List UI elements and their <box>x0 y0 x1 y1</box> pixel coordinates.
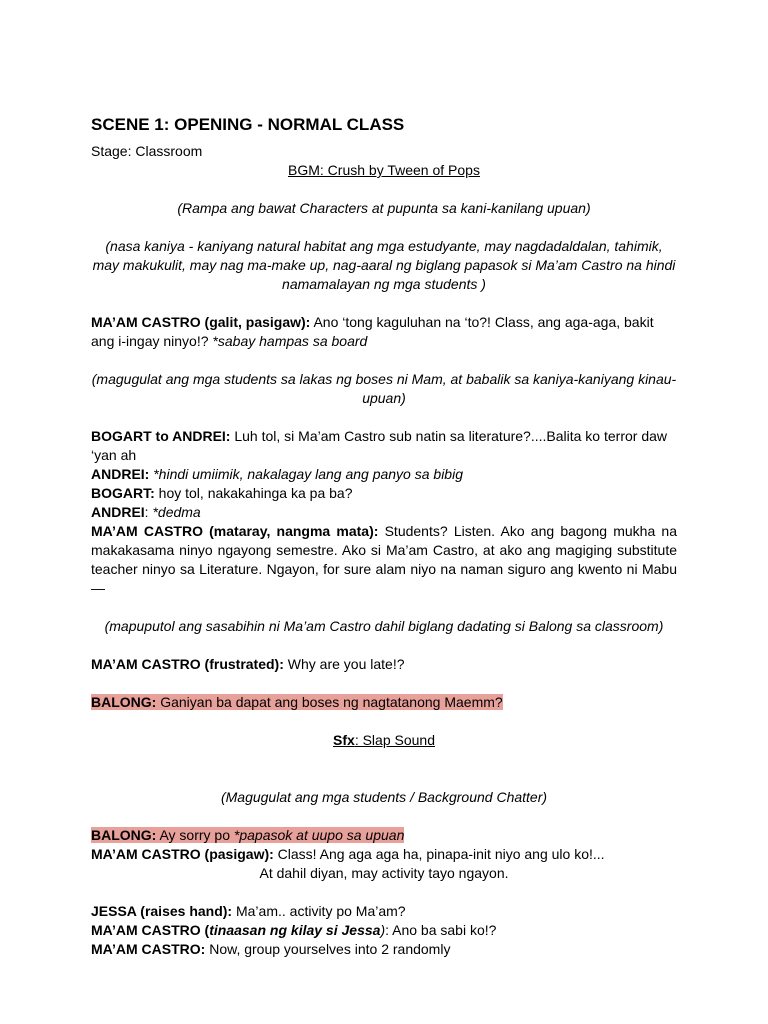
speaker: MA’AM CASTRO (galit, pasigaw): <box>91 314 311 330</box>
sfx-line <box>91 731 677 750</box>
speaker: BOGART to ANDREI: <box>91 428 231 444</box>
dialogue-line-11 <box>91 902 677 921</box>
speaker: MA’AM CASTRO (pasigaw): <box>91 846 274 862</box>
script-page <box>91 114 677 959</box>
stage-direction-5-text: (Magugulat ang mga students / Background Chatter) <box>220 789 548 805</box>
action-text: *sabay hampas sa board <box>212 333 368 349</box>
dialogue-line-3 <box>91 465 677 484</box>
speaker-note: tinaasan ng kilay si Jessa <box>209 922 381 938</box>
dialogue-text: : Ano ba sabi ko!? <box>385 922 497 938</box>
dialogue-line-10-cont: At dahil diyan, may activity tayo ngayon. <box>259 865 509 881</box>
dialogue-line-10 <box>91 845 677 864</box>
bgm-line <box>91 161 677 180</box>
dialogue-text: Ganiyan ba dapat ang boses ng nagtatanong Maemm? <box>156 694 503 710</box>
dialogue-text: hoy tol, nakakahinga ka pa ba? <box>154 485 353 501</box>
dialogue-line-13 <box>91 940 677 959</box>
stage-line: Stage: Classroom <box>91 143 203 159</box>
stage-direction-4 <box>91 617 677 636</box>
dialogue-line-5 <box>91 503 677 522</box>
dialogue-text: Students? Listen. Ako ang bagong mukha na makakasama ninyo ngayong semestre. Ako si Ma’am Castro, at ako ang magiging substitute teacher ninyo sa Literature. Ngayon, for sure alam niyo na naman siguro ang kwento ni Mabu— <box>91 523 677 596</box>
dialogue-text: Class! Ang aga aga ha, pinapa-init niyo ang ulo ko!... <box>273 846 605 862</box>
dialogue-text: Luh tol, si Ma’am Castro sub natin sa literature?....Balita ko terror daw ‘yan ah <box>91 428 667 463</box>
dialogue-line-6 <box>91 522 677 598</box>
dialogue-text: Why are you late!? <box>283 656 405 672</box>
dialogue-text: Now, group yourselves into 2 randomly <box>205 941 451 957</box>
speaker: BOGART: <box>91 485 155 501</box>
stage-direction-3 <box>91 370 677 408</box>
stage-direction-5 <box>91 788 677 807</box>
stage-direction-4-text: (mapuputol ang sasabihin ni Ma’am Castro dahil biglang dadating si Balong sa classroom) <box>104 618 664 634</box>
stage-direction-2-text: (nasa kaniya - kaniyang natural habitat ang mga estudyante, may nagdadaldalan, tahimik, may makukulit, may nag ma-make up, nag-aaral ng biglang papasok si Ma’am Castro na hindi namamalayan ng mga students ) <box>92 238 676 292</box>
speaker: MA’AM CASTRO (frustrated): <box>91 656 284 672</box>
dialogue-line-8 <box>91 693 677 712</box>
stage-direction-2 <box>91 237 677 294</box>
sfx-cue <box>333 732 435 748</box>
dialogue-line-2 <box>91 427 677 465</box>
speaker-paren: ) <box>380 922 386 938</box>
scene-title: SCENE 1: OPENING - NORMAL CLASS <box>91 115 405 134</box>
speaker: BALONG: <box>91 694 157 710</box>
speaker-name: MA’AM CASTRO ( <box>91 922 210 938</box>
dialogue-line-12 <box>91 921 677 940</box>
speaker: MA’AM CASTRO: <box>91 941 206 957</box>
dialogue-line-1 <box>91 313 677 351</box>
stage-direction-3-text: (magugulat ang mga students sa lakas ng boses ni Mam, at babalik sa kaniya-kaniyang kinau-upuan) <box>91 371 677 406</box>
speaker: MA’AM CASTRO (mataray, nangma mata): <box>91 523 379 539</box>
dialogue-line-4 <box>91 484 677 503</box>
bgm-text: BGM: Crush by Tween of Pops <box>288 162 480 178</box>
dialogue-text: Ay sorry po <box>156 827 234 843</box>
sfx-label: Sfx <box>333 732 355 748</box>
dialogue-text: Ma’am.. activity po Ma’am? <box>232 903 406 919</box>
speaker: BALONG: <box>91 827 157 843</box>
action-text: *dedma <box>152 504 201 520</box>
sfx-text: : Slap Sound <box>354 732 435 748</box>
dialogue-line-7 <box>91 655 677 674</box>
stage-direction-1-text: (Rampa ang bawat Characters at pupunta sa kani-kanilang upuan) <box>177 200 591 216</box>
speaker <box>91 922 380 938</box>
highlighted-line <box>91 827 404 843</box>
stage-direction-1 <box>91 199 677 218</box>
action-text: *papasok at uupo sa upuan <box>233 827 405 843</box>
speaker: ANDREI: <box>91 466 150 482</box>
dialogue-text: Ano ‘tong kaguluhan na ‘to?! Class, ang aga-aga, bakit ang i-ingay ninyo!? <box>91 314 654 349</box>
separator: : <box>144 504 153 520</box>
highlighted-line <box>91 694 503 710</box>
action-text: *hindi umiimik, nakalagay lang ang panyo sa bibig <box>149 466 463 482</box>
speaker: JESSA (raises hand): <box>91 903 233 919</box>
speaker: ANDREI <box>91 504 145 520</box>
dialogue-line-9 <box>91 826 677 845</box>
